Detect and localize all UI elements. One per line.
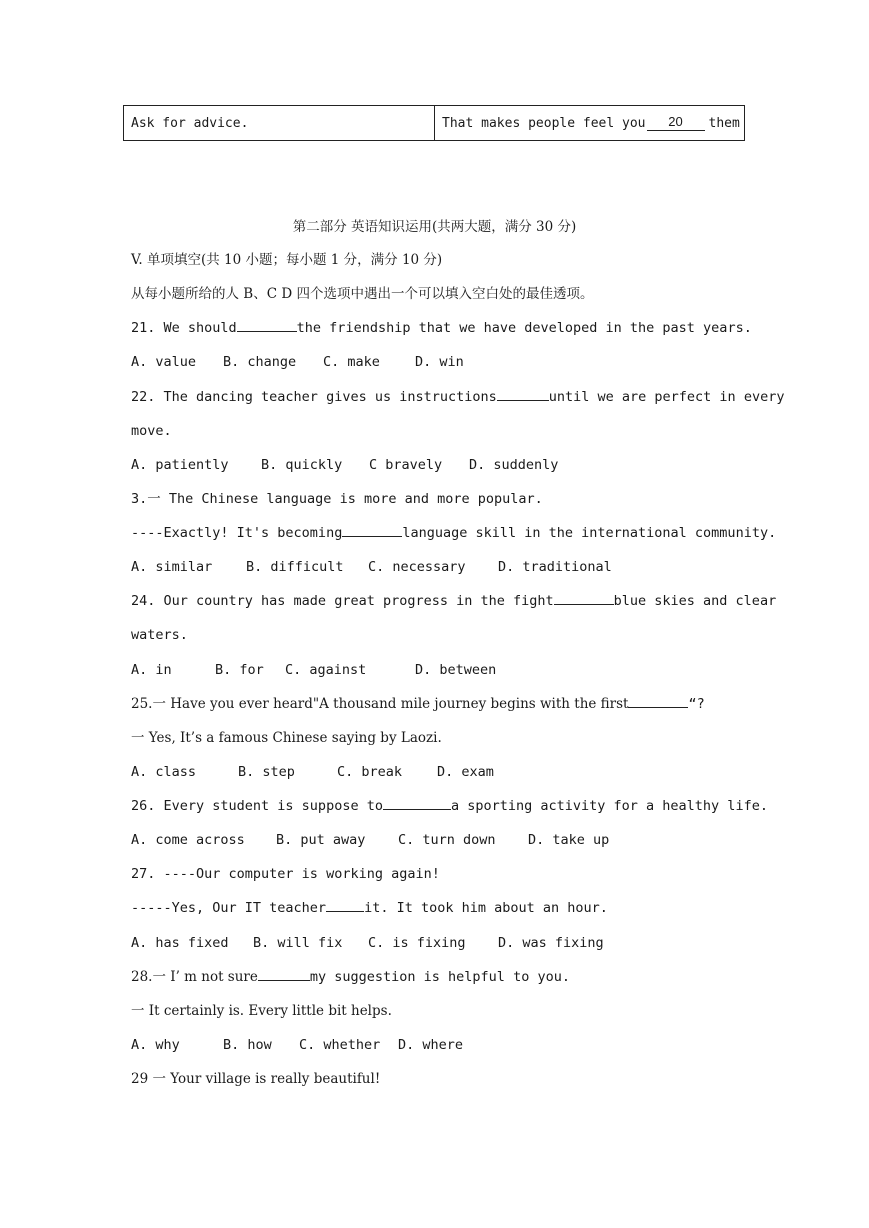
q26-stem-b: a sporting activity for a healthy life. <box>450 798 768 814</box>
blank-20: 20 <box>647 115 705 130</box>
q23-stem-2a: ----Exactly! It's becoming <box>131 525 343 541</box>
q22-stem-a: 22. The dancing teacher gives us instructions <box>131 389 497 405</box>
q27-stem-2b: it. It took him about an hour. <box>364 900 608 916</box>
q22-option-b: B. quickly <box>261 457 343 473</box>
q26-option-a: A. come across <box>131 832 245 848</box>
q28-option-d: D. where <box>398 1037 464 1053</box>
q22-blank <box>497 400 549 401</box>
q23-stem-1: 3.一 The Chinese language is more and more popular. <box>131 491 543 507</box>
q26-option-c: C. turn down <box>398 832 496 848</box>
table-cell-left <box>124 106 435 140</box>
q23-option-a: A. similar <box>131 559 213 575</box>
q27-options <box>131 933 604 953</box>
table-right-suffix: them <box>708 115 740 131</box>
question-21 <box>131 318 752 338</box>
table-right-prefix: That makes people feel you <box>442 115 646 131</box>
q23-options <box>131 557 612 577</box>
q28-stem-2: 一 It certainly is. Every little bit helps. <box>131 1003 392 1019</box>
q27-blank <box>326 911 364 912</box>
question-26 <box>131 796 768 816</box>
q27-option-d: D. was fixing <box>498 935 604 951</box>
q25-blank <box>628 707 688 708</box>
q22-option-a: A. patiently <box>131 457 229 473</box>
q24-option-a: A. in <box>131 662 172 678</box>
q22-option-d: D. suddenly <box>469 457 559 473</box>
q21-option-c: C. make <box>323 354 380 370</box>
q25-options <box>131 762 494 782</box>
q24-options <box>131 660 496 680</box>
q22-stem-b: until we are perfect in every <box>548 389 785 405</box>
q24-option-b: B. for <box>215 662 264 678</box>
q27-option-a: A. has fixed <box>131 935 229 951</box>
q28-stem-1a: 28.一 I’ m not sure <box>131 969 258 985</box>
q28-option-a: A. why <box>131 1037 180 1053</box>
q24-option-c: C. against <box>285 662 367 678</box>
advice-table <box>123 105 745 141</box>
q21-stem-b: the friendship that we have developed in the past years. <box>296 320 752 336</box>
q26-blank <box>383 809 451 810</box>
question-22 <box>131 387 784 407</box>
q24-stem-a: 24. Our country has made great progress in the fight <box>131 593 554 609</box>
q21-option-b: B. change <box>223 354 297 370</box>
q25-option-c: C. break <box>337 764 403 780</box>
q24-option-d: D. between <box>415 662 497 678</box>
q21-stem-a: 21. We should <box>131 320 237 336</box>
q23-blank <box>342 536 402 537</box>
q25-stem-1b: “? <box>688 696 705 712</box>
q29-stem-1: 29 一 Your village is really beautiful! <box>131 1071 381 1087</box>
q21-option-d: D. win <box>415 354 464 370</box>
q27-option-b: B. will fix <box>253 935 343 951</box>
table-cell-right <box>435 106 744 140</box>
q25-stem-2: 一 Yes, It’s a famous Chinese saying by Laozi. <box>131 730 442 746</box>
q28-option-c: C. whether <box>299 1037 381 1053</box>
q21-options <box>131 352 464 372</box>
q28-option-b: B. how <box>223 1037 272 1053</box>
q28-blank <box>258 980 310 981</box>
question-25 <box>131 694 705 714</box>
question-27 <box>131 898 608 918</box>
q22-option-c: C bravely <box>369 457 443 473</box>
q26-option-b: B. put away <box>276 832 366 848</box>
q25-stem-1a: 25.一 Have you ever heard"A thousand mile journey begins with the first <box>131 696 629 712</box>
q27-stem-1: 27. ----Our computer is working again! <box>131 866 440 882</box>
part-title: V. 单项填空(共 10 小题；每小题 1 分，满分 10 分) <box>131 252 443 268</box>
q23-stem-2b: language skill in the international community. <box>402 525 777 541</box>
q28-stem-1b: my suggestion is helpful to you. <box>309 969 570 985</box>
q27-stem-2a: -----Yes, Our IT teacher <box>131 900 327 916</box>
q24-stem-c: waters. <box>131 627 188 643</box>
q23-option-b: B. difficult <box>246 559 344 575</box>
q26-stem-a: 26. Every student is suppose to <box>131 798 383 814</box>
table-left-text: Ask for advice. <box>131 115 249 131</box>
q26-options <box>131 830 609 850</box>
q24-blank <box>554 604 614 605</box>
question-23 <box>131 523 776 543</box>
q26-option-d: D. take up <box>528 832 610 848</box>
q23-option-d: D. traditional <box>498 559 612 575</box>
q25-option-d: D. exam <box>437 764 494 780</box>
q27-option-c: C. is fixing <box>368 935 466 951</box>
q25-option-b: B. step <box>238 764 295 780</box>
q21-option-a: A. value <box>131 354 197 370</box>
q25-option-a: A. class <box>131 764 197 780</box>
instruction-text: 从每小题所给的人 B、C D 四个选项中遇出一个可以填入空白处的最佳透项。 <box>131 286 594 302</box>
section-title: 第二部分 英语知识运用(共两大题，满分 30 分) <box>292 219 577 235</box>
q24-stem-b: blue skies and clear <box>613 593 777 609</box>
question-28 <box>131 967 570 987</box>
question-24 <box>131 591 776 611</box>
q23-option-c: C. necessary <box>368 559 466 575</box>
q22-options <box>131 455 558 475</box>
q22-stem-c: move. <box>131 423 172 439</box>
q21-blank <box>237 331 297 332</box>
q28-options <box>131 1035 463 1055</box>
